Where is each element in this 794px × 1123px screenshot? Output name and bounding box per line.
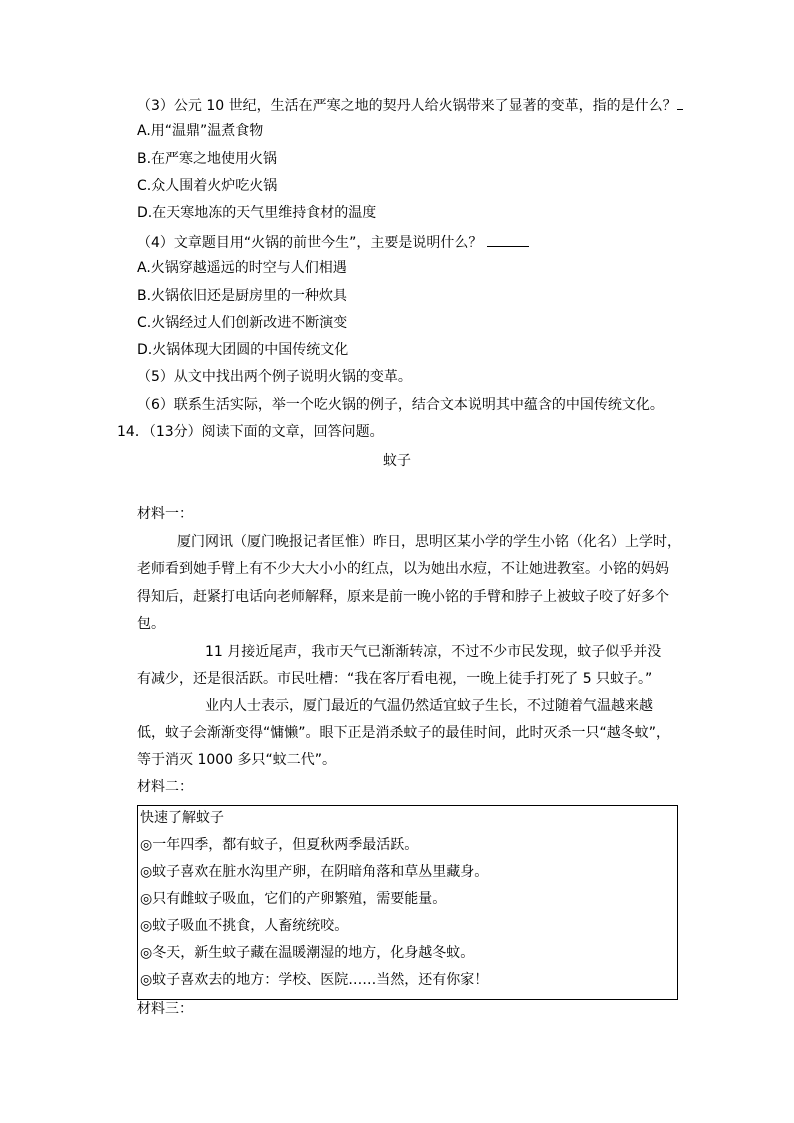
material-1-label: 材料一： xyxy=(137,506,193,522)
option-b: B.在严寒之地使用火锅 xyxy=(137,151,278,167)
paragraph-line: 低，蚊子会渐渐变得“慵懒”。眼下正是消杀蚊子的最佳时间，此时灭杀一只“越冬蚊”， xyxy=(137,725,671,741)
material-3-label: 材料三： xyxy=(137,1001,193,1017)
material-2-label: 材料二： xyxy=(137,779,193,795)
fact-item: ◎一年四季，都有蚊子，但夏秋两季最活跃。 xyxy=(140,837,419,853)
question-6: （6）联系生活实际，举一个吃火锅的例子，结合文本说明其中蕴含的中国传统文化。 xyxy=(137,397,664,413)
question-3-text: （3）公元 10 世纪，生活在严寒之地的契丹人给火锅带来了显著的变革，指的是什么？ xyxy=(137,98,677,114)
question-14-header: 14．（13分）阅读下面的文章，回答问题。 xyxy=(117,424,384,440)
paragraph-line: 老师看到她手臂上有不少大大小小的红点，以为她出水痘，不让她进教室。小铭的妈妈 xyxy=(137,561,669,577)
box-title: 快速了解蚊子 xyxy=(140,810,224,826)
option-d: D.火锅体现大团圆的中国传统文化 xyxy=(137,342,349,358)
paragraph-line: 业内人士表示，厦门最近的气温仍然适宜蚊子生长，不过随着气温越来越 xyxy=(205,698,653,714)
answer-blank[interactable] xyxy=(677,95,683,110)
option-c: C.火锅经过人们创新改进不断演变 xyxy=(137,315,348,331)
option-c: C.众人围着火炉吃火锅 xyxy=(137,178,278,194)
option-b: B.火锅依旧还是厨房里的一种炊具 xyxy=(137,288,348,304)
fact-item: ◎冬天，新生蚊子藏在温暖潮湿的地方，化身越冬蚊。 xyxy=(140,945,475,961)
fact-item: ◎蚊子吸血不挑食，人畜统统咬。 xyxy=(140,918,349,934)
article-title: 蚊子 xyxy=(383,453,411,469)
question-3 xyxy=(137,95,683,115)
answer-blank[interactable] xyxy=(487,232,529,247)
question-4-text: （4）文章题目用“火锅的前世今生”，主要是说明什么？ xyxy=(137,235,483,251)
option-a: A.用“温鼎”温煮食物 xyxy=(137,123,264,139)
question-4 xyxy=(137,232,529,252)
question-5: （5）从文中找出两个例子说明火锅的变革。 xyxy=(137,369,412,385)
option-a: A.火锅穿越遥远的时空与人们相遇 xyxy=(137,260,347,276)
fact-item: ◎蚊子喜欢在脏水沟里产卵，在阴暗角落和草丛里藏身。 xyxy=(140,864,489,880)
option-d: D.在天寒地冻的天气里维持食材的温度 xyxy=(137,205,377,221)
mosquito-facts-box xyxy=(137,805,678,1000)
paragraph-line: 11 月接近尾声，我市天气已渐渐转凉，不过不少市民发现，蚊子似乎并没 xyxy=(205,644,662,660)
paragraph-line: 等于消灭 1000 多只“蚊二代”。 xyxy=(137,752,337,768)
paragraph-line: 厦门网讯（厦门晚报记者匡惟）昨日，思明区某小学的学生小铭（化名）上学时， xyxy=(177,534,681,550)
fact-item: ◎只有雌蚊子吸血，它们的产卵繁殖，需要能量。 xyxy=(140,891,447,907)
paragraph-line: 包。 xyxy=(137,616,165,632)
paragraph-line: 得知后，赶紧打电话向老师解释，原来是前一晚小铭的手臂和脖子上被蚊子咬了好多个 xyxy=(137,589,669,605)
fact-item: ◎蚊子喜欢去的地方：学校、医院……当然，还有你家！ xyxy=(140,972,489,988)
paragraph-line: 有减少，还是很活跃。市民吐槽：“我在客厅看电视，一晚上徒手打死了 5 只蚊子。” xyxy=(137,671,653,687)
